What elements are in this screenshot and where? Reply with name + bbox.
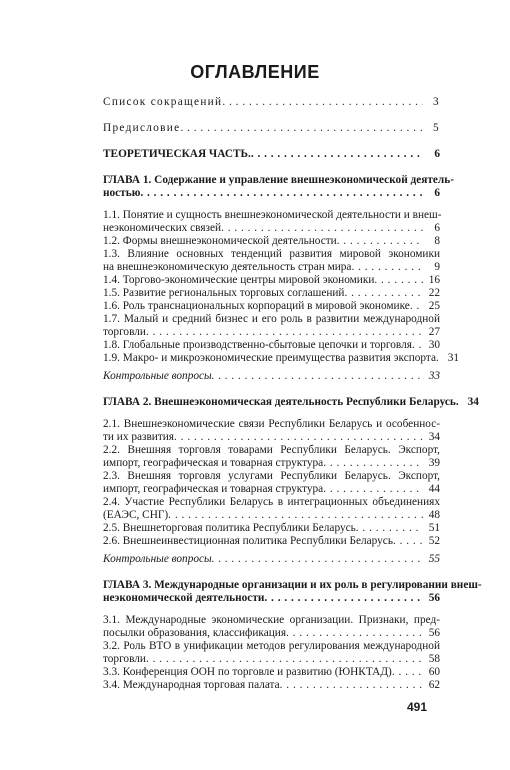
dot-leader	[140, 187, 423, 200]
toc-page-number: 5	[433, 122, 440, 134]
toc-page-number: 51	[428, 522, 440, 534]
toc-entry	[103, 444, 440, 470]
dot-leader	[410, 300, 423, 313]
toc-entry-text: 1.1. Понятие и сущность внешнеэкономической деятельности и внеш-	[103, 209, 442, 221]
toc-entry	[103, 535, 440, 548]
toc-entry-text: на внешнеэкономическую деятельность стран мира	[103, 261, 352, 273]
toc-entry	[103, 370, 440, 383]
toc-page-number: 9	[434, 261, 440, 273]
dot-leader	[286, 627, 423, 640]
toc-entry-text: 3.1. Международные экономические организации. Признаки, пред-	[103, 614, 440, 626]
dot-leader	[392, 666, 423, 679]
toc-entry-text: 2.6. Внешнеинвестиционная политика Республики Беларусь	[103, 535, 393, 547]
toc-entry-text: 1.3. Влияние основных тенденций развития мировой экономики	[103, 248, 440, 260]
toc-entry-text: 3.4. Международная торговая палата	[103, 679, 280, 691]
toc-entry-text: 3.3. Конференция ООН по торговле и развитию (ЮНКТАД)	[103, 666, 392, 678]
toc-page-number: 44	[428, 483, 440, 495]
toc-entry	[103, 352, 460, 365]
dot-leader	[337, 235, 423, 248]
toc-page-number: 52	[428, 535, 440, 547]
toc-entry-text: 1.7. Малый и средний бизнес и его роль в развитии международной	[103, 313, 440, 325]
toc-entry-text: Предисловие	[103, 122, 181, 134]
dot-leader	[323, 457, 423, 470]
toc-entry	[103, 174, 455, 200]
dot-leader	[221, 222, 423, 235]
dot-leader	[251, 148, 423, 161]
toc-entry	[103, 522, 440, 535]
toc-entry-text: 2.1. Внешнеэкономические связи Республики Беларусь и особеннос-	[103, 418, 440, 430]
dot-leader	[212, 553, 423, 566]
toc-entry-text: неэкономической деятельности	[103, 592, 265, 604]
toc-entry	[103, 274, 440, 287]
toc-page-number: 55	[428, 553, 440, 565]
toc-entry	[103, 396, 479, 409]
toc-page-number: 39	[428, 457, 440, 469]
toc-entry	[103, 248, 440, 274]
toc-entry-text: 1.9. Макро- и микроэкономические преимущества развития экспорта	[103, 352, 437, 364]
dot-leader	[146, 326, 423, 339]
toc-page-number: 16	[428, 274, 440, 286]
page-title: ОГЛАВЛЕНИЕ	[190, 62, 320, 82]
toc-entry	[103, 209, 440, 235]
dot-leader	[222, 96, 423, 109]
toc-entry	[103, 287, 440, 300]
toc-entry-text: ГЛАВА 1. Содержание и управление внешнеэкономической деятель-	[103, 174, 455, 186]
toc-entry	[103, 122, 440, 135]
toc-page-number: 8	[434, 235, 440, 247]
dot-leader	[264, 592, 423, 605]
toc-entry-text: ностью	[103, 187, 141, 199]
toc-page-number: 62	[428, 679, 440, 691]
toc-entry	[103, 553, 440, 566]
toc-entry	[103, 313, 440, 339]
toc-entry-text: торговли	[103, 653, 146, 665]
toc-entry	[103, 614, 440, 640]
toc-entry-text: 2.4. Участие Республики Беларусь в интеграционных объединениях	[103, 496, 440, 508]
toc-entry-text: 2.2. Внешняя торговля товарами Республики Беларусь. Экспорт,	[103, 444, 440, 456]
toc-entry	[103, 679, 440, 692]
toc-entry	[103, 640, 440, 666]
dot-leader	[344, 287, 423, 300]
toc-entry	[103, 96, 440, 109]
dot-leader	[280, 679, 423, 692]
dot-leader	[168, 509, 423, 522]
dot-leader	[174, 431, 423, 444]
toc-entry-text: 1.6. Роль транснациональных корпораций в мировой экономике	[103, 300, 410, 312]
toc-page-number: 6	[434, 187, 440, 199]
toc-entry-text: торговли	[103, 326, 146, 338]
toc-entry-text: импорт, географическая и товарная структура	[103, 483, 324, 495]
toc-entry	[103, 496, 440, 522]
toc-entry	[103, 235, 440, 248]
toc-entry-text: ТЕОРЕТИЧЕСКАЯ ЧАСТЬ.	[103, 148, 251, 160]
toc-entry-text: 3.2. Роль ВТО в унификации методов регулирования международной	[103, 640, 440, 652]
toc-page-number: 33	[428, 370, 440, 382]
toc-entry-text: посылки образования, классификация	[103, 627, 287, 639]
toc-entry	[103, 418, 440, 444]
toc-entry	[103, 666, 440, 679]
toc-entry	[103, 579, 482, 605]
dot-leader	[374, 274, 423, 287]
toc-entry	[103, 148, 440, 161]
dot-leader	[146, 653, 423, 666]
toc-entry-text: Список сокращений	[103, 96, 223, 108]
toc-entry	[103, 300, 440, 313]
toc-entry-text: ГЛАВА 3. Международные организации и их роль в регулировании внеш-	[103, 579, 482, 591]
dot-leader	[351, 261, 423, 274]
toc-entry	[103, 470, 440, 496]
dot-leader	[393, 535, 423, 548]
toc-page-number: 6	[434, 148, 440, 160]
toc-page-number: 30	[428, 339, 440, 351]
toc-entry-text: 1.8. Глобальные производственно-сбытовые цепочки и торговля	[103, 339, 412, 351]
toc-entry-text: Контрольные вопросы	[103, 553, 212, 565]
toc-page-number: 56	[428, 592, 440, 604]
toc-page-number: 31	[447, 352, 460, 364]
toc-entry-text: 2.3. Внешняя торговля услугами Республики Беларусь. Экспорт,	[103, 470, 440, 482]
toc-entry-text: ти их развития	[103, 431, 175, 443]
toc-page-number: 48	[428, 509, 440, 521]
toc-entry-text: ГЛАВА 2. Внешнеэкономическая деятельность Республики Беларусь	[103, 396, 456, 408]
toc-page-number: 34	[428, 431, 440, 443]
toc-entry-text: неэкономических связей	[103, 222, 222, 234]
dot-leader	[356, 522, 423, 535]
toc-entry-text: 1.4. Торгово-экономические центры мировой экономики	[103, 274, 375, 286]
toc-entry-text: 1.2. Формы внешнеэкономической деятельности	[103, 235, 337, 247]
page-number: 491	[407, 700, 428, 714]
toc-page-number: 60	[428, 666, 440, 678]
table-of-contents	[103, 96, 482, 692]
toc-entry-text: 1.5. Развитие региональных торговых соглашений	[103, 287, 345, 299]
toc-entry-text: Контрольные вопросы	[103, 370, 212, 382]
dot-leader	[323, 483, 423, 496]
dot-leader	[212, 370, 423, 383]
toc-entry-text: (ЕАЭС, СНГ)	[103, 509, 169, 521]
toc-entry-text: 2.5. Внешнеторговая политика Республики Беларусь	[103, 522, 356, 534]
toc-page-number: 22	[428, 287, 440, 299]
dot-leader	[180, 122, 423, 135]
toc-page-number: 58	[428, 653, 440, 665]
toc-page-number: 56	[428, 627, 440, 639]
dot-leader	[412, 339, 423, 352]
toc-page-number: 34	[467, 396, 479, 408]
toc-page-number: 6	[434, 222, 440, 234]
toc-page-number: 25	[428, 300, 440, 312]
toc-page-number: 3	[433, 96, 440, 108]
toc-page-number: 27	[428, 326, 440, 338]
toc-entry	[103, 339, 440, 352]
toc-entry-text: импорт, географическая и товарная структура	[103, 457, 324, 469]
